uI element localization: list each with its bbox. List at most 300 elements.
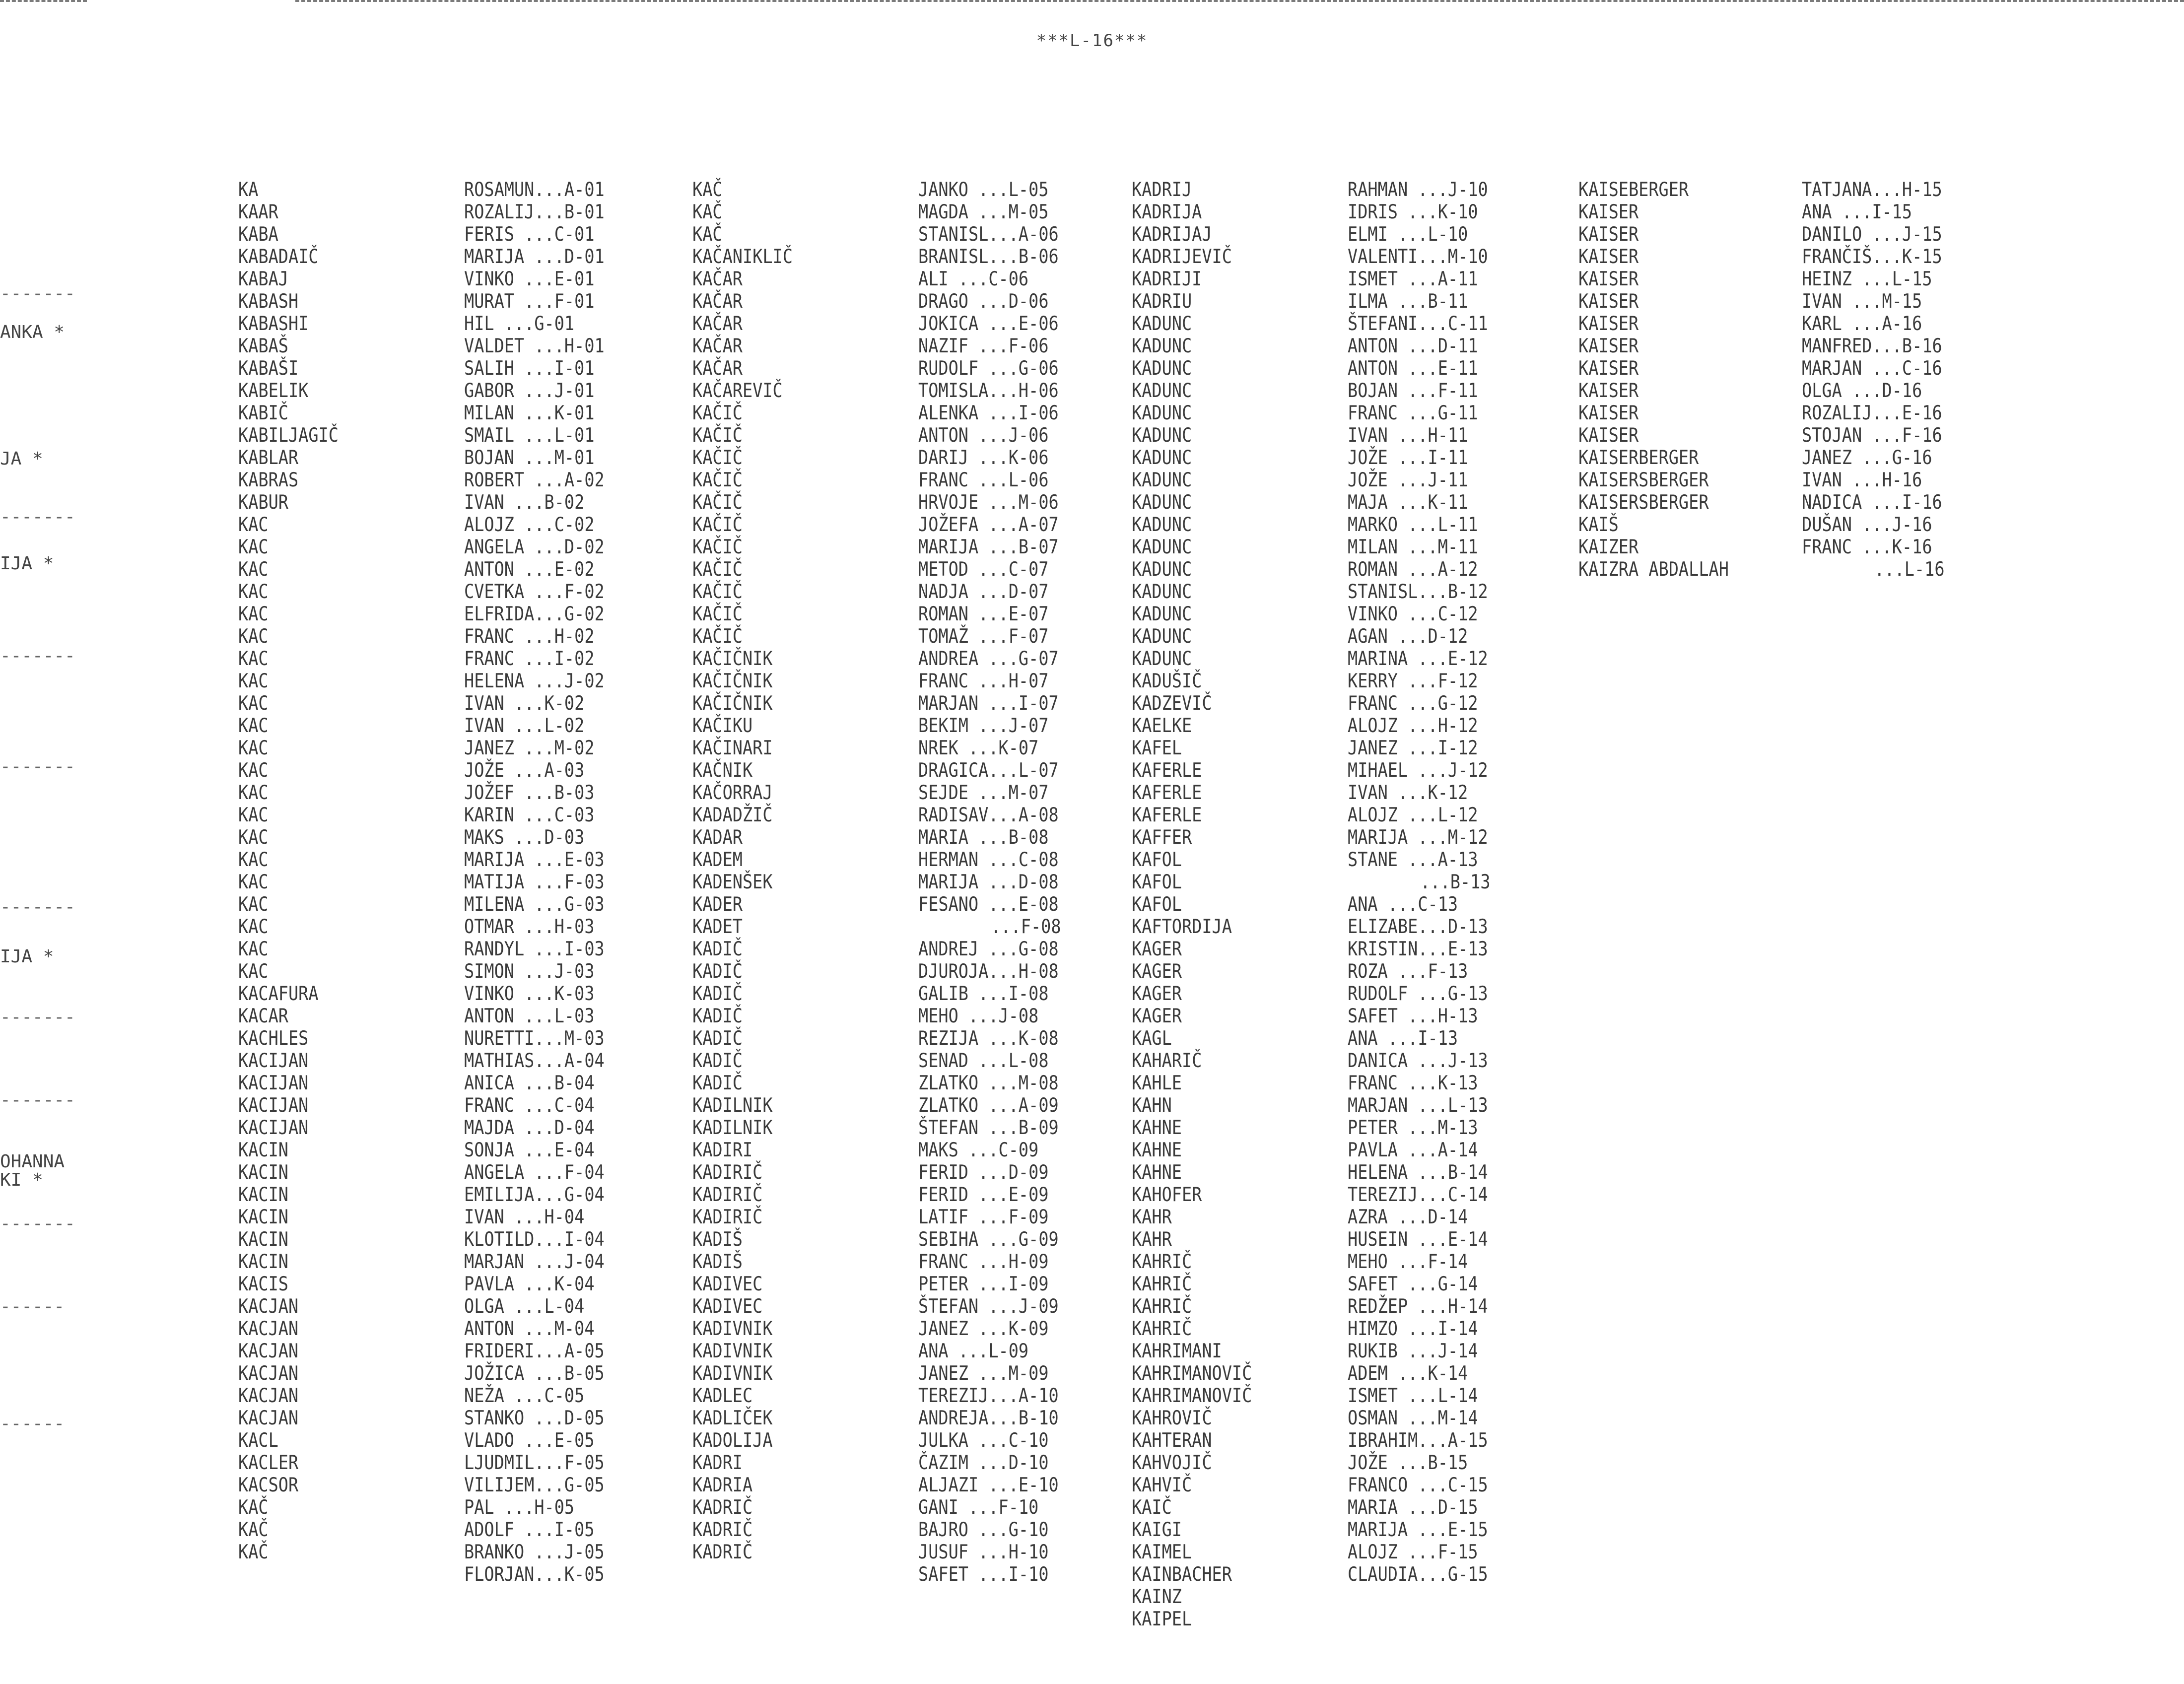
index-surname: KAC [238,603,269,625]
index-entry: KRISTIN...E-13 [1348,938,1488,960]
index-surname: KADUNC [1132,625,1192,648]
index-surname: KAHNE [1132,1139,1182,1161]
index-entry: VILIJEM...G-05 [464,1474,605,1496]
index-surname: KADRIJI [1132,268,1202,290]
index-entry: TOMISLA...H-06 [918,380,1059,402]
index-entry: JOŽE ...J-11 [1348,469,1468,491]
index-surname: KAČAR [692,313,743,335]
index-surname: KAHNE [1132,1117,1182,1139]
index-surname: KAHR [1132,1228,1172,1251]
index-entry: KARIN ...C-03 [464,804,595,826]
margin-text-fragment: IJA * [0,946,54,967]
index-entry: ELIZABE...D-13 [1348,916,1488,938]
index-surname: KAIPEL [1132,1608,1192,1630]
margin-text-fragment: IJA * [0,553,54,574]
index-entry: ANDREJ ...G-08 [918,938,1059,960]
index-surname: KAC [238,938,269,960]
index-entry: ŠTEFANI...C-11 [1348,313,1488,335]
index-entry: DANILO ...J-15 [1802,223,1942,246]
index-entry: MARINA ...E-12 [1348,648,1488,670]
index-entry: ILMA ...B-11 [1348,290,1468,313]
index-entry: JOŽICA ...B-05 [464,1362,605,1385]
index-entry: TEREZIJ...C-14 [1348,1184,1488,1206]
index-entry: MAGDA ...M-05 [918,201,1049,223]
index-surname: KADIRIČ [692,1206,763,1228]
index-entry: FRANČIŠ...K-15 [1802,246,1942,268]
index-surname: KADEM [692,849,743,871]
index-surname: KAČIČ [692,447,743,469]
index-surname: KAČIČNIK [692,670,773,692]
index-entry: DJUROJA...H-08 [918,960,1059,983]
index-surname: KACIN [238,1161,288,1184]
index-entry: SAFET ...I-10 [918,1563,1049,1586]
index-surname: KACL [238,1429,278,1452]
index-entry: TEREZIJ...A-10 [918,1385,1059,1407]
index-surname: KAISERBERGER [1578,447,1699,469]
index-surname: KAHOFER [1132,1184,1202,1206]
index-entry: FERID ...D-09 [918,1161,1049,1184]
index-entry: MATIJA ...F-03 [464,871,605,893]
index-entry: ŠTEFAN ...B-09 [918,1117,1059,1139]
index-entry: SAFET ...G-14 [1348,1273,1478,1295]
index-surname: KAFOL [1132,893,1182,916]
index-entry: ČAZIM ...D-10 [918,1452,1049,1474]
index-surname: KAC [238,715,269,737]
index-surname: KABAŠI [238,357,299,380]
index-surname: KADRIJ [1132,179,1192,201]
index-surname: KAISER [1578,201,1639,223]
index-surname: KAGL [1132,1027,1172,1050]
index-entry: IVAN ...K-02 [464,692,585,715]
index-entry: FRANC ...G-11 [1348,402,1478,424]
index-entry: RUKIB ...J-14 [1348,1340,1478,1362]
index-surname: KAISER [1578,357,1639,380]
index-entry: FRANCO ...C-15 [1348,1474,1488,1496]
index-surname: KABIČ [238,402,288,424]
index-entry: JOKICA ...E-06 [918,313,1059,335]
index-entry: IVAN ...H-04 [464,1206,585,1228]
index-surname: KAČIČ [692,558,743,581]
index-entry: STANE ...A-13 [1348,849,1478,871]
index-entry: RUDOLF ...G-13 [1348,983,1488,1005]
margin-dash-rule: ------ [0,1296,65,1317]
index-surname: KAČIČ [692,402,743,424]
index-entry: ANA ...C-13 [1348,893,1458,916]
index-surname: KAC [238,759,269,782]
index-entry: ANTON ...J-06 [918,424,1049,447]
index-surname: KAC [238,960,269,983]
index-surname: KADOLIJA [692,1429,773,1452]
index-surname: KADUNC [1132,491,1192,514]
index-entry: FRANC ...K-16 [1802,536,1932,558]
index-surname: KAHRIMANI [1132,1340,1222,1362]
index-surname: KAISER [1578,290,1639,313]
index-surname: KADILNIK [692,1094,773,1117]
index-entry: ANGELA ...F-04 [464,1161,605,1184]
index-surname: KADRIČ [692,1496,753,1519]
index-entry: LJUDMIL...F-05 [464,1452,605,1474]
index-surname: KAIČ [1132,1496,1172,1519]
index-entry: JULKA ...C-10 [918,1429,1049,1452]
index-entry: ANA ...I-13 [1348,1027,1458,1050]
index-surname: KADUNC [1132,558,1192,581]
index-entry: VINKO ...E-01 [464,268,595,290]
index-surname: KAC [238,916,269,938]
index-surname: KACIS [238,1273,288,1295]
index-surname: KAHNE [1132,1161,1182,1184]
index-surname: KAISER [1578,424,1639,447]
index-entry: HELENA ...J-02 [464,670,605,692]
index-surname: KADUNC [1132,648,1192,670]
index-surname: KADIRIČ [692,1161,763,1184]
entry-column-1 [464,179,627,1586]
index-surname: KACIN [238,1206,288,1228]
index-entry: JOŽE ...I-11 [1348,447,1468,469]
index-entry: MANFRED...B-16 [1802,335,1942,357]
index-entry: SMAIL ...L-01 [464,424,595,447]
index-surname: KADADŽIČ [692,804,773,826]
index-surname: KAČIČNIK [692,692,773,715]
index-surname: KAC [238,670,269,692]
index-surname: KAHRIČ [1132,1251,1192,1273]
margin-dash-rule: ------- [0,756,75,777]
index-entry: IVAN ...L-02 [464,715,585,737]
index-entry: FRANC ...H-09 [918,1251,1049,1273]
index-entry: ANA ...L-09 [918,1340,1029,1362]
index-entry: MARJAN ...L-13 [1348,1094,1488,1117]
index-surname: KADIVNIK [692,1340,773,1362]
index-surname: KA [238,179,259,201]
index-surname: KAC [238,826,269,849]
index-entry: NREK ...K-07 [918,737,1039,759]
index-surname: KAGER [1132,960,1182,983]
index-entry: MARKO ...L-11 [1348,514,1478,536]
index-surname: KAGER [1132,983,1182,1005]
index-entry: DRAGICA...L-07 [918,759,1059,782]
index-surname: KAČIČ [692,424,743,447]
index-surname: KADIČ [692,938,743,960]
index-surname: KABILJAGIČ [238,424,339,447]
index-entry: PETER ...M-13 [1348,1117,1478,1139]
index-entry: FRANC ...H-07 [918,670,1049,692]
index-entry: GANI ...F-10 [918,1496,1039,1519]
index-entry: VLADO ...E-05 [464,1429,595,1452]
index-entry: RADISAV...A-08 [918,804,1059,826]
index-entry: JOŽE ...A-03 [464,759,585,782]
index-entry: SAFET ...H-13 [1348,1005,1478,1027]
index-surname: KAČIČ [692,514,743,536]
index-entry: OLGA ...D-16 [1802,380,1922,402]
index-entry: TATJANA...H-15 [1802,179,1942,201]
index-entry: BRANISL...B-06 [918,246,1059,268]
index-entry: ROMAN ...A-12 [1348,558,1478,581]
index-entry: JANEZ ...K-09 [918,1318,1049,1340]
index-surname: KAHR [1132,1206,1172,1228]
index-surname: KAC [238,536,269,558]
index-surname: KADLEC [692,1385,753,1407]
index-surname: KADRIJEVIČ [1132,246,1232,268]
index-entry: ROBERT ...A-02 [464,469,605,491]
index-surname: KADIRI [692,1139,753,1161]
index-surname: KAIMEL [1132,1541,1192,1563]
index-entry: ...F-08 [991,916,1061,938]
index-entry: GALIB ...I-08 [918,983,1049,1005]
index-surname: KAČ [692,179,723,201]
index-surname: KAIŠ [1578,514,1619,536]
index-entry: ROZALIJ...E-16 [1802,402,1942,424]
index-surname: KADUŠIČ [1132,670,1202,692]
index-surname: KABA [238,223,278,246]
index-surname: KAFTORDIJA [1132,916,1232,938]
index-entry: MILAN ...K-01 [464,402,595,424]
index-entry: IVAN ...H-16 [1802,469,1922,491]
margin-dash-rule: ------- [0,896,75,917]
index-surname: KAČIČ [692,581,743,603]
index-surname: KABELIK [238,380,309,402]
index-surname: KAČIČ [692,536,743,558]
index-entry: LATIF ...F-09 [918,1206,1049,1228]
index-surname: KADUNC [1132,380,1192,402]
index-surname: KAČNIK [692,759,753,782]
margin-dash-rule: ------- [0,1089,75,1110]
index-surname: KACSOR [238,1474,299,1496]
index-surname: KAISER [1578,223,1639,246]
index-surname: KAHLE [1132,1072,1182,1094]
index-entry: BRANKO ...J-05 [464,1541,605,1563]
index-surname: KAFERLE [1132,804,1202,826]
index-entry: AGAN ...D-12 [1348,625,1468,648]
index-surname: KADUNC [1132,581,1192,603]
index-surname: KAIGI [1132,1519,1182,1541]
index-entry: HERMAN ...C-08 [918,849,1059,871]
index-surname: KADRIJAJ [1132,223,1212,246]
index-entry: NADJA ...D-07 [918,581,1049,603]
index-entry: DUŠAN ...J-16 [1802,514,1932,536]
index-surname: KAČIKU [692,715,753,737]
index-surname: KAFERLE [1132,782,1202,804]
index-entry: VALDET ...H-01 [464,335,605,357]
index-entry: FERIS ...C-01 [464,223,595,246]
index-entry: MAKS ...C-09 [918,1139,1039,1161]
index-entry: FRANC ...K-13 [1348,1072,1478,1094]
index-surname: KABASHI [238,313,309,335]
index-surname: KAC [238,849,269,871]
index-entry: HRVOJE ...M-06 [918,491,1059,514]
index-entry: FERID ...E-09 [918,1184,1049,1206]
index-entry: JANEZ ...G-16 [1802,447,1932,469]
index-surname: KADIČ [692,960,743,983]
index-surname: KAC [238,692,269,715]
index-surname: KADUNC [1132,469,1192,491]
index-entry: KERRY ...F-12 [1348,670,1478,692]
index-entry: OLGA ...L-04 [464,1295,585,1318]
index-entry: JANEZ ...M-02 [464,737,595,759]
index-entry: HELENA ...B-14 [1348,1161,1488,1184]
index-entry: BOJAN ...F-11 [1348,380,1478,402]
index-surname: KAISER [1578,268,1639,290]
index-entry: MARIJA ...E-15 [1348,1519,1488,1541]
index-surname: KAČAR [692,268,743,290]
index-surname: KAC [238,581,269,603]
index-entry: ALOJZ ...L-12 [1348,804,1478,826]
index-surname: KAISEBERGER [1578,179,1689,201]
index-surname: KAISER [1578,246,1639,268]
index-entry: SALIH ...I-01 [464,357,595,380]
index-surname: KAC [238,893,269,916]
index-surname: KABLAR [238,447,299,469]
index-surname: KAFFER [1132,826,1192,849]
index-surname: KAČAR [692,335,743,357]
index-surname: KACAR [238,1005,288,1027]
index-entry: REZIJA ...K-08 [918,1027,1059,1050]
index-surname: KAČ [238,1519,269,1541]
index-entry: HEINZ ...L-15 [1802,268,1932,290]
index-surname: KADUNC [1132,536,1192,558]
index-surname: KAC [238,871,269,893]
index-entry: JANKO ...L-05 [918,179,1049,201]
index-surname: KABAŠ [238,335,288,357]
index-entry: IVAN ...H-11 [1348,424,1468,447]
index-entry: ELMI ...L-10 [1348,223,1468,246]
index-entry: STOJAN ...F-16 [1802,424,1942,447]
index-surname: KACJAN [238,1362,299,1385]
index-surname: KAC [238,804,269,826]
index-surname: KADIŠ [692,1228,743,1251]
index-entry: GABOR ...J-01 [464,380,595,402]
index-surname: KACJAN [238,1295,299,1318]
index-entry: ALJAZI ...E-10 [918,1474,1059,1496]
index-entry: FLORJAN...K-05 [464,1563,605,1586]
index-surname: KAISER [1578,335,1639,357]
index-surname: KAISER [1578,313,1639,335]
index-entry: PAL ...H-05 [464,1496,575,1519]
index-surname: KACLER [238,1452,299,1474]
index-entry: NURETTI...M-03 [464,1027,605,1050]
index-entry: MILAN ...M-11 [1348,536,1478,558]
index-surname: KAHRIMANOVIČ [1132,1362,1252,1385]
index-surname: KADUNC [1132,357,1192,380]
index-surname: KADILNIK [692,1117,773,1139]
margin-text-fragment: OHANNA [0,1151,65,1172]
index-entry: MARIJA ...M-12 [1348,826,1488,849]
index-entry: MILENA ...G-03 [464,893,605,916]
index-surname: KAHRIČ [1132,1318,1192,1340]
index-surname: KAČIČNIK [692,648,773,670]
index-surname: KAC [238,558,269,581]
index-entry: STANISL...A-06 [918,223,1059,246]
index-surname: KACJAN [238,1385,299,1407]
index-entry: JOŽEF ...B-03 [464,782,595,804]
index-entry: MAKS ...D-03 [464,826,585,849]
index-surname: KAISERSBERGER [1578,491,1709,514]
index-entry: DANICA ...J-13 [1348,1050,1488,1072]
index-entry: BEKIM ...J-07 [918,715,1049,737]
index-surname: KAHRIČ [1132,1295,1192,1318]
index-entry: SENAD ...L-08 [918,1050,1049,1072]
index-surname: KAFOL [1132,849,1182,871]
index-surname: KAČAR [692,290,743,313]
index-entry: TOMAŽ ...F-07 [918,625,1049,648]
index-surname: KADUNC [1132,447,1192,469]
index-surname: KADIVNIK [692,1362,773,1385]
index-entry: SONJA ...E-04 [464,1139,595,1161]
index-entry: BAJRO ...G-10 [918,1519,1049,1541]
index-entry: RUDOLF ...G-06 [918,357,1059,380]
top-dashed-rule-left [0,0,87,2]
index-entry: ANTON ...L-03 [464,1005,595,1027]
index-surname: KADIRIČ [692,1184,763,1206]
index-entry: MEHO ...J-08 [918,1005,1039,1027]
index-surname: KAČ [238,1541,269,1563]
index-surname: KACIN [238,1228,288,1251]
index-surname: KAČIČ [692,625,743,648]
index-surname: KAČ [238,1496,269,1519]
index-surname: KAC [238,648,269,670]
index-surname: KADER [692,893,743,916]
index-entry: FRANC ...I-02 [464,648,595,670]
index-entry: MARIJA ...D-08 [918,871,1059,893]
index-surname: KADENŠEK [692,871,773,893]
index-entry: ANTON ...M-04 [464,1318,595,1340]
index-entry: DRAGO ...D-06 [918,290,1049,313]
index-surname: KADRIČ [692,1519,753,1541]
top-dashed-rule-right [295,0,2184,2]
index-surname: KACIN [238,1184,288,1206]
index-entry: ANGELA ...D-02 [464,536,605,558]
index-entry: IDRIS ...K-10 [1348,201,1478,223]
index-entry: MARIA ...D-15 [1348,1496,1478,1519]
index-surname: KADRIU [1132,290,1192,313]
margin-dash-rule: ------- [0,1213,75,1234]
index-surname: KADIČ [692,983,743,1005]
index-surname: KADIČ [692,1072,743,1094]
index-entry: ALENKA ...I-06 [918,402,1059,424]
index-surname: KADIČ [692,1050,743,1072]
index-surname: KAINZ [1132,1586,1182,1608]
index-entry: KLOTILD...I-04 [464,1228,605,1251]
index-surname: KAČIČ [692,469,743,491]
index-entry: NEŽA ...C-05 [464,1385,585,1407]
index-entry: METOD ...C-07 [918,558,1049,581]
surname-column-4 [1578,179,1753,581]
index-surname: KACIJAN [238,1094,309,1117]
index-surname: KAČAREVIČ [692,380,783,402]
margin-dash-rule: ------- [0,507,75,527]
index-surname: KADAR [692,826,743,849]
index-entry: VINKO ...C-12 [1348,603,1478,625]
index-entry: ANTON ...D-11 [1348,335,1478,357]
index-entry: SIMON ...J-03 [464,960,595,983]
index-surname: KADUNC [1132,313,1192,335]
index-entry: NAZIF ...F-06 [918,335,1049,357]
index-surname: KADRIJA [1132,201,1202,223]
index-entry: STANKO ...D-05 [464,1407,605,1429]
index-entry: ZLATKO ...A-09 [918,1094,1059,1117]
margin-dash-rule: ------- [0,646,75,667]
index-surname: KAHVIČ [1132,1474,1192,1496]
index-surname: KAIZER [1578,536,1639,558]
index-entry: MARIJA ...E-03 [464,849,605,871]
index-entry: IVAN ...M-15 [1802,290,1922,313]
index-entry: MARJAN ...C-16 [1802,357,1942,380]
index-surname: KAČIČ [692,603,743,625]
index-surname: KAISER [1578,380,1639,402]
index-surname: KAČORRAJ [692,782,773,804]
index-entry: ALOJZ ...C-02 [464,514,595,536]
margin-text-fragment: ANKA * [0,322,65,342]
index-entry: KARL ...A-16 [1802,313,1922,335]
index-surname: KACAFURA [238,983,319,1005]
